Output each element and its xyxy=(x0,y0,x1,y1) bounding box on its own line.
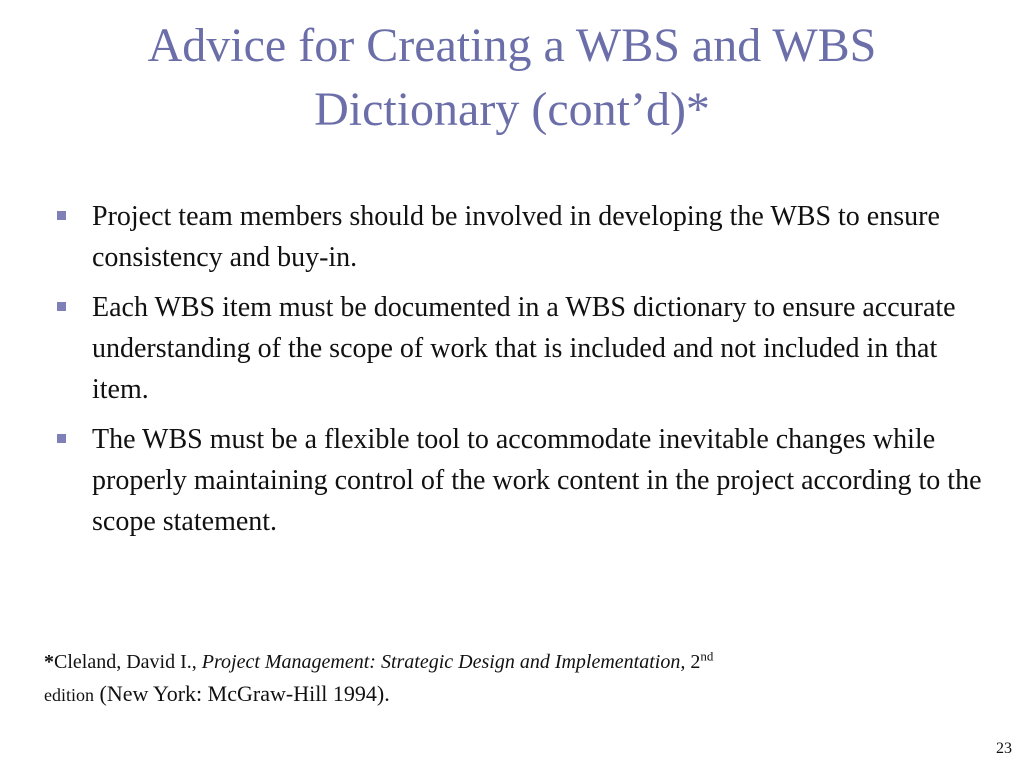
page-number: 23 xyxy=(996,740,1012,757)
footnote-edition-word: edition xyxy=(44,685,94,705)
slide-title-line-1: Advice for Creating a WBS and WBS xyxy=(147,19,877,72)
bullet-text: Project team members should be involved in developing the WBS to ensure consistency and buy-in. xyxy=(92,201,940,273)
slide-title-line-2: Dictionary (cont’d)* xyxy=(314,83,710,136)
bullet-list xyxy=(52,196,982,551)
bullet-text: Each WBS item must be documented in a WBS dictionary to ensure accurate understanding of the scope of work that is included and not included in that item. xyxy=(92,292,956,405)
bullet-item xyxy=(52,196,982,278)
slide-title xyxy=(40,14,984,142)
square-bullet-icon xyxy=(57,434,66,443)
footnote-edition-number: 2 xyxy=(685,651,701,673)
bullet-item xyxy=(52,287,982,410)
footnote-author: Cleland, David I., xyxy=(54,651,202,673)
footnote-publisher: (New York: McGraw-Hill 1994). xyxy=(94,681,390,706)
bullet-text: The WBS must be a flexible tool to accommodate inevitable changes while properly maintaining control of the work content in the project according to the scope statement. xyxy=(92,424,982,537)
footnote-star: * xyxy=(44,651,54,673)
footnote-edition-suffix: nd xyxy=(700,648,714,664)
footnote-book-title: Project Management: Strategic Design and Implementation, xyxy=(201,651,686,673)
citation-footnote xyxy=(44,646,944,711)
bullet-item xyxy=(52,419,982,542)
square-bullet-icon xyxy=(57,211,66,220)
square-bullet-icon xyxy=(57,302,66,311)
